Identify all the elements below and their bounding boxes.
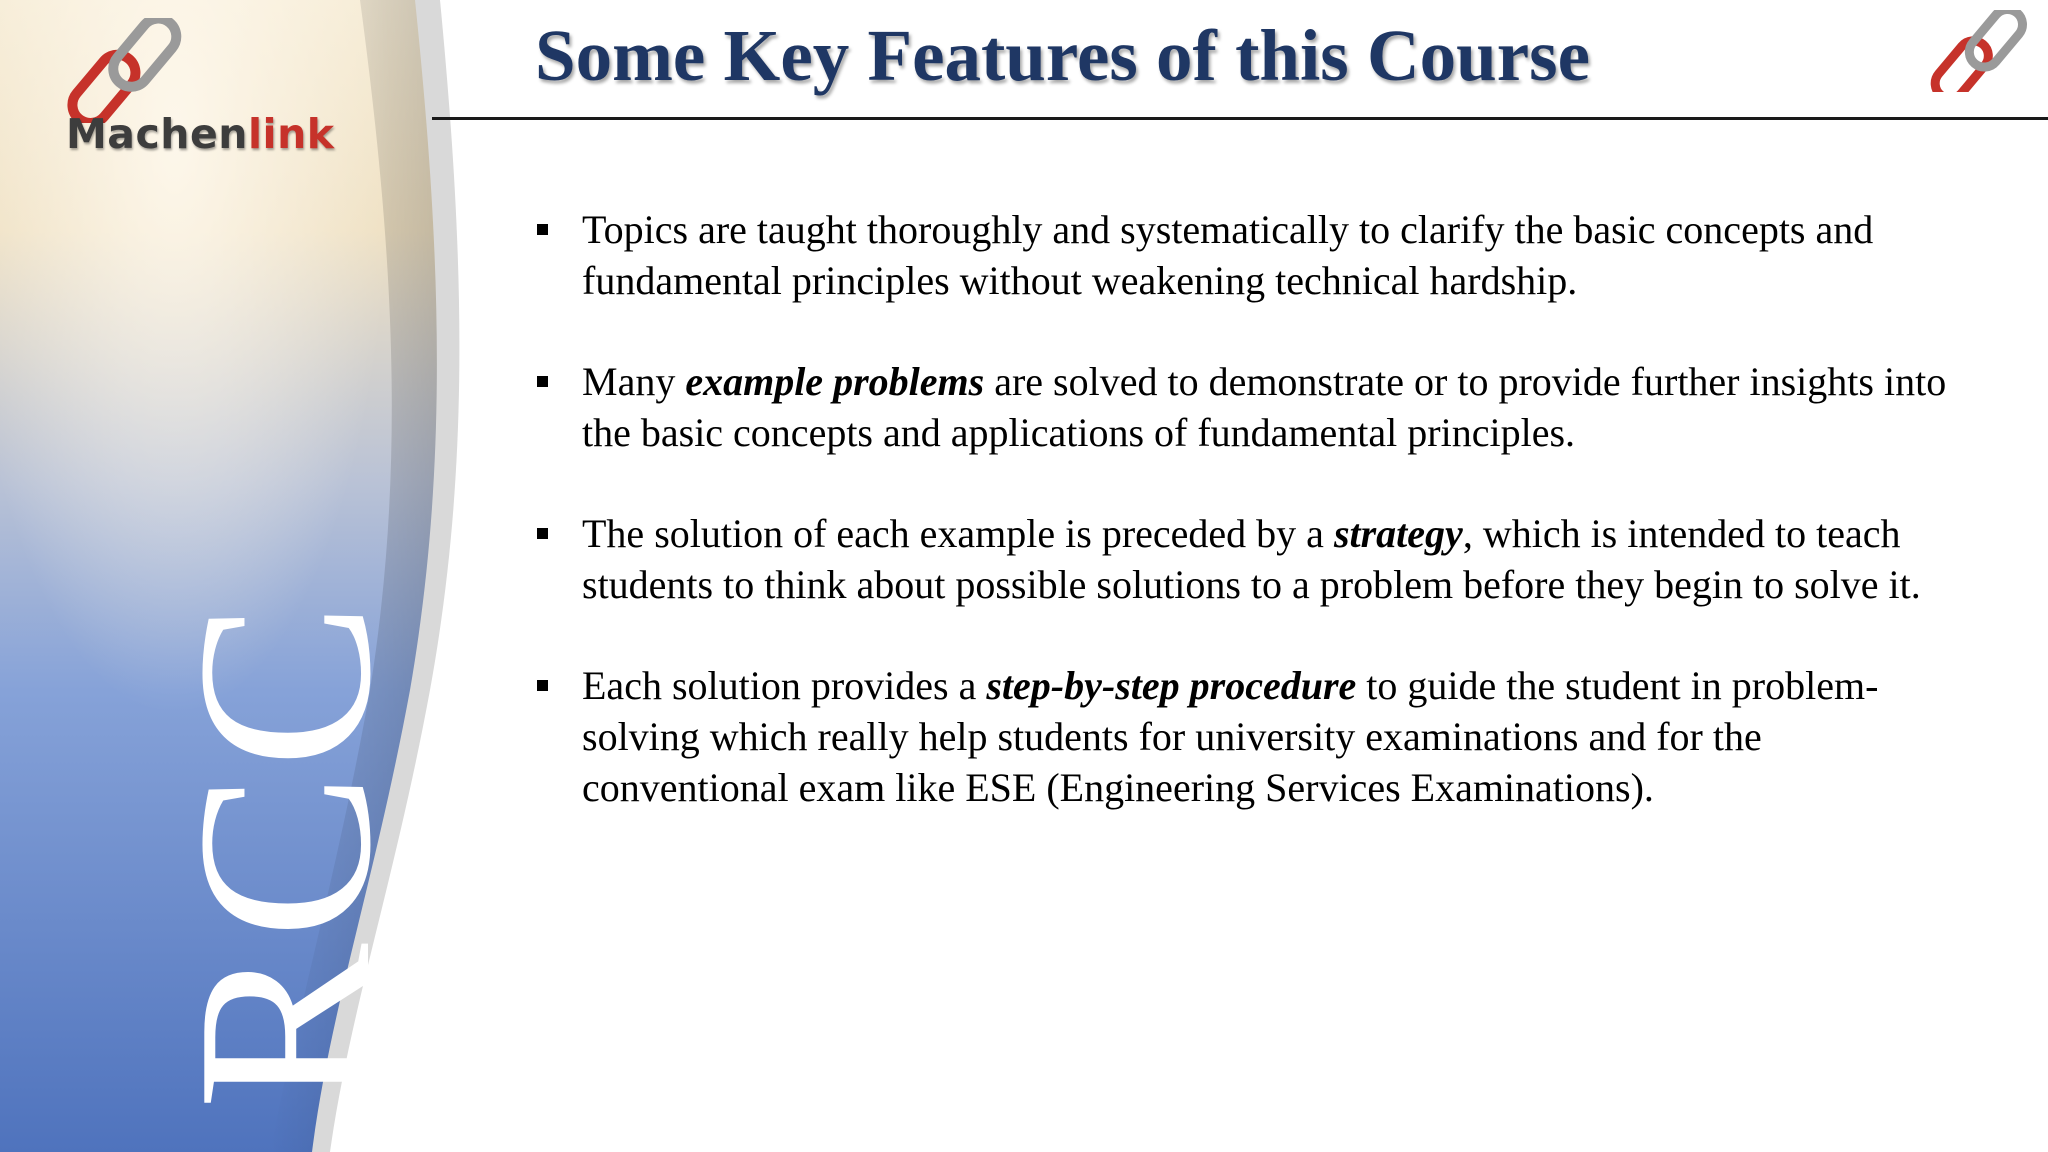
- corner-chain-link-icon: [1925, 10, 2035, 92]
- sidebar-panel: [0, 0, 470, 1152]
- brand-wordmark-dark: Machen: [66, 110, 248, 158]
- chain-link-logo-icon: [60, 18, 190, 123]
- slide-title: Some Key Features of this Course: [535, 15, 1590, 96]
- title-divider: [432, 117, 2048, 120]
- brand-logo: [60, 18, 335, 168]
- bullet-emphasis: example problems: [685, 359, 985, 404]
- subject-label: RCC: [146, 597, 423, 1110]
- bullet-square-icon: [537, 528, 548, 539]
- feature-bullet-4: [535, 660, 1965, 813]
- bullet-text: Each solution provides a: [582, 663, 987, 708]
- bullet-emphasis: step-by-step procedure: [986, 663, 1357, 708]
- brand-wordmark: [66, 110, 335, 158]
- bullet-text: Topics are taught thoroughly and systematically to clarify the basic concepts and fundamental principles without weakening technical hardship.: [582, 207, 1874, 303]
- feature-bullet-2: [535, 356, 1965, 458]
- bullet-square-icon: [537, 680, 548, 691]
- feature-bullet-3: [535, 508, 1965, 610]
- bullet-text-tail: , which is intended to teach students to think about possible solutions to a problem before they begin to solve it.: [582, 511, 1921, 607]
- bullet-square-icon: [537, 376, 548, 387]
- brand-wordmark-red: link: [247, 110, 335, 158]
- bullet-text-tail: to guide the student in problem-solving which really help students for university examinations and for the conventional exam like ESE (Engineering Services Examinations).: [582, 663, 1879, 810]
- feature-list: [535, 204, 1965, 863]
- bullet-square-icon: [537, 224, 548, 235]
- bullet-emphasis: strategy: [1333, 511, 1463, 556]
- bullet-text-tail: are solved to demonstrate or to provide further insights into the basic concepts and applications of fundamental principles.: [582, 359, 1947, 455]
- bullet-text: The solution of each example is preceded by a: [582, 511, 1334, 556]
- bullet-text: Many: [582, 359, 686, 404]
- feature-bullet-1: [535, 204, 1965, 306]
